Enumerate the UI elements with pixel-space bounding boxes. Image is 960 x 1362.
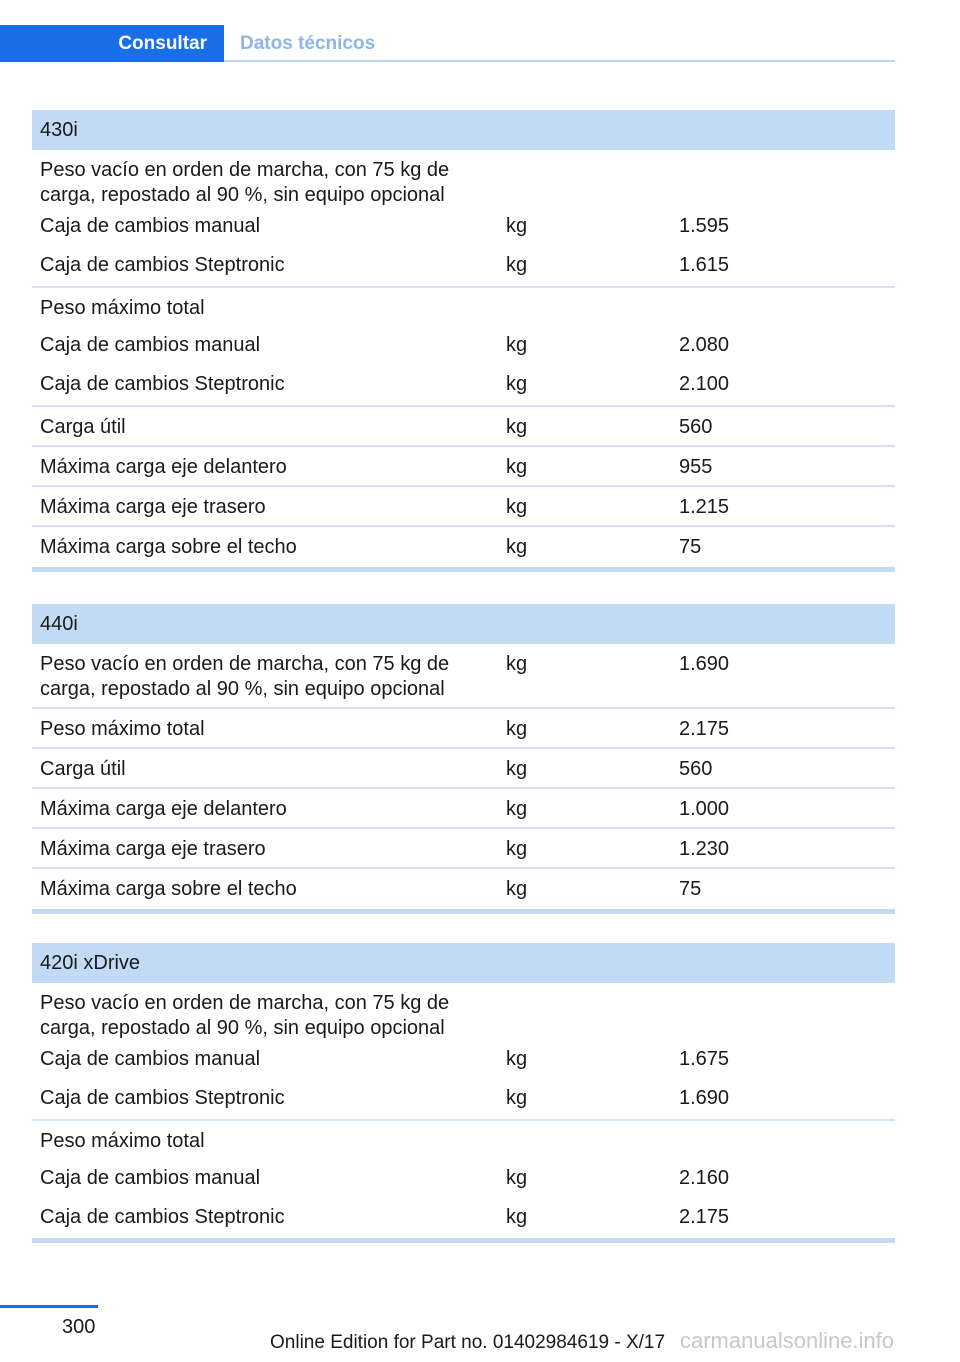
- row-value: 1.595: [679, 215, 730, 237]
- row-unit: kg: [506, 536, 528, 558]
- row-label: Máxima carga sobre el techo: [40, 878, 297, 900]
- row-unit: kg: [506, 416, 528, 438]
- table-row: [32, 288, 895, 327]
- row-value: 2.175: [679, 1206, 730, 1228]
- row-label: Caja de cambios manual: [40, 334, 261, 356]
- table-row: [32, 1080, 895, 1121]
- row-unit: [506, 158, 679, 203]
- row-unit: [506, 991, 679, 1036]
- row-label: Máxima carga sobre el techo: [40, 536, 297, 558]
- row-value: 1.675: [679, 1048, 730, 1070]
- row-label: Máxima carga eje delantero: [40, 798, 287, 820]
- row-unit: kg: [506, 838, 528, 860]
- row-unit: kg: [506, 334, 528, 356]
- row-label: Peso máximo total: [40, 1130, 205, 1152]
- row-unit: kg: [506, 798, 528, 820]
- spec-table-430i: [32, 110, 895, 572]
- row-label: Peso máximo total: [40, 718, 205, 740]
- table-end-rule: [32, 909, 895, 914]
- row-label: Caja de cambios Steptronic: [40, 1206, 285, 1228]
- row-value: 1.230: [679, 838, 730, 860]
- row-label: Peso vacío en orden de marcha, con 75 kg de carga, repostado al 90 %, sin equipo opcional: [40, 653, 450, 700]
- row-value: [679, 1129, 895, 1160]
- spec-table-420i-xdrive: [32, 943, 895, 1243]
- row-unit: kg: [506, 373, 528, 395]
- row-label: Caja de cambios Steptronic: [40, 1087, 285, 1109]
- table-row: [32, 203, 895, 247]
- table-row: [32, 983, 895, 1039]
- table-row: [32, 247, 895, 288]
- table-end-rule: [32, 567, 895, 572]
- table-row: [32, 1199, 895, 1238]
- table-row: [32, 829, 895, 869]
- row-label: Carga útil: [40, 758, 126, 780]
- table-end-rule: [32, 1238, 895, 1243]
- tab-consultar[interactable]: Consultar: [0, 25, 224, 62]
- row-unit: kg: [506, 878, 528, 900]
- table-row: [32, 487, 895, 527]
- row-label: Caja de cambios manual: [40, 1167, 261, 1189]
- row-value: 1.000: [679, 798, 730, 820]
- row-label: Peso máximo total: [40, 297, 205, 319]
- row-value: 955: [679, 456, 713, 478]
- row-label: Máxima carga eje trasero: [40, 496, 266, 518]
- row-value: [679, 158, 895, 203]
- row-unit: kg: [506, 718, 528, 740]
- table-row: [32, 447, 895, 487]
- row-unit: kg: [506, 215, 528, 237]
- row-value: 75: [679, 536, 702, 558]
- table-row: [32, 366, 895, 407]
- row-unit: kg: [506, 1206, 528, 1228]
- row-label: Máxima carga eje trasero: [40, 838, 266, 860]
- watermark: carmanualsonline.info: [680, 1328, 895, 1353]
- table-row: [32, 407, 895, 447]
- header-tabs: [0, 25, 895, 62]
- header-underline: [224, 60, 895, 62]
- row-value: 2.175: [679, 718, 730, 740]
- row-label: Carga útil: [40, 416, 126, 438]
- table-row: [32, 789, 895, 829]
- row-label: Máxima carga eje delantero: [40, 456, 287, 478]
- row-value: 1.690: [679, 1087, 730, 1109]
- table-row: [32, 1121, 895, 1160]
- page-number: 300: [62, 1316, 96, 1338]
- table-row: [32, 1160, 895, 1199]
- row-value: 560: [679, 758, 713, 780]
- row-value: 75: [679, 878, 702, 900]
- row-unit: kg: [506, 653, 528, 675]
- row-value: [679, 296, 895, 327]
- row-unit: kg: [506, 456, 528, 478]
- row-value: [679, 991, 895, 1036]
- table-row: [32, 644, 895, 709]
- table-title: 420i xDrive: [32, 943, 895, 983]
- row-value: 2.080: [679, 334, 730, 356]
- row-label: Caja de cambios Steptronic: [40, 254, 285, 276]
- row-unit: kg: [506, 1167, 528, 1189]
- row-unit: [506, 296, 679, 327]
- row-unit: kg: [506, 758, 528, 780]
- table-title: 440i: [32, 604, 895, 644]
- row-label: Caja de cambios manual: [40, 1048, 261, 1070]
- row-value: 2.160: [679, 1167, 730, 1189]
- table-title: 430i: [32, 110, 895, 150]
- row-label: Peso vacío en orden de marcha, con 75 kg de carga, repostado al 90 %, sin equipo opcional: [40, 992, 450, 1039]
- table-row: [32, 150, 895, 206]
- row-unit: kg: [506, 1087, 528, 1109]
- spec-table-440i: [32, 604, 895, 914]
- row-label: Caja de cambios manual: [40, 215, 261, 237]
- table-row: [32, 1036, 895, 1080]
- row-label: Peso vacío en orden de marcha, con 75 kg de carga, repostado al 90 %, sin equipo opcional: [40, 159, 450, 206]
- table-row: [32, 869, 895, 909]
- row-label: Caja de cambios Steptronic: [40, 373, 285, 395]
- row-value: 1.690: [679, 653, 730, 675]
- row-value: 2.100: [679, 373, 730, 395]
- table-row: [32, 709, 895, 749]
- table-row: [32, 327, 895, 366]
- tab-datos-tecnicos[interactable]: Datos técnicos: [240, 32, 376, 54]
- row-unit: [506, 1129, 679, 1160]
- row-unit: kg: [506, 254, 528, 276]
- table-row: [32, 749, 895, 789]
- footer-rule: [0, 1305, 98, 1308]
- row-value: 1.615: [679, 254, 730, 276]
- edition-text: Online Edition for Part no. 01402984619 - X/17: [270, 1332, 666, 1353]
- row-unit: kg: [506, 496, 528, 518]
- row-value: 560: [679, 416, 713, 438]
- row-value: 1.215: [679, 496, 730, 518]
- table-row: [32, 527, 895, 567]
- row-unit: kg: [506, 1048, 528, 1070]
